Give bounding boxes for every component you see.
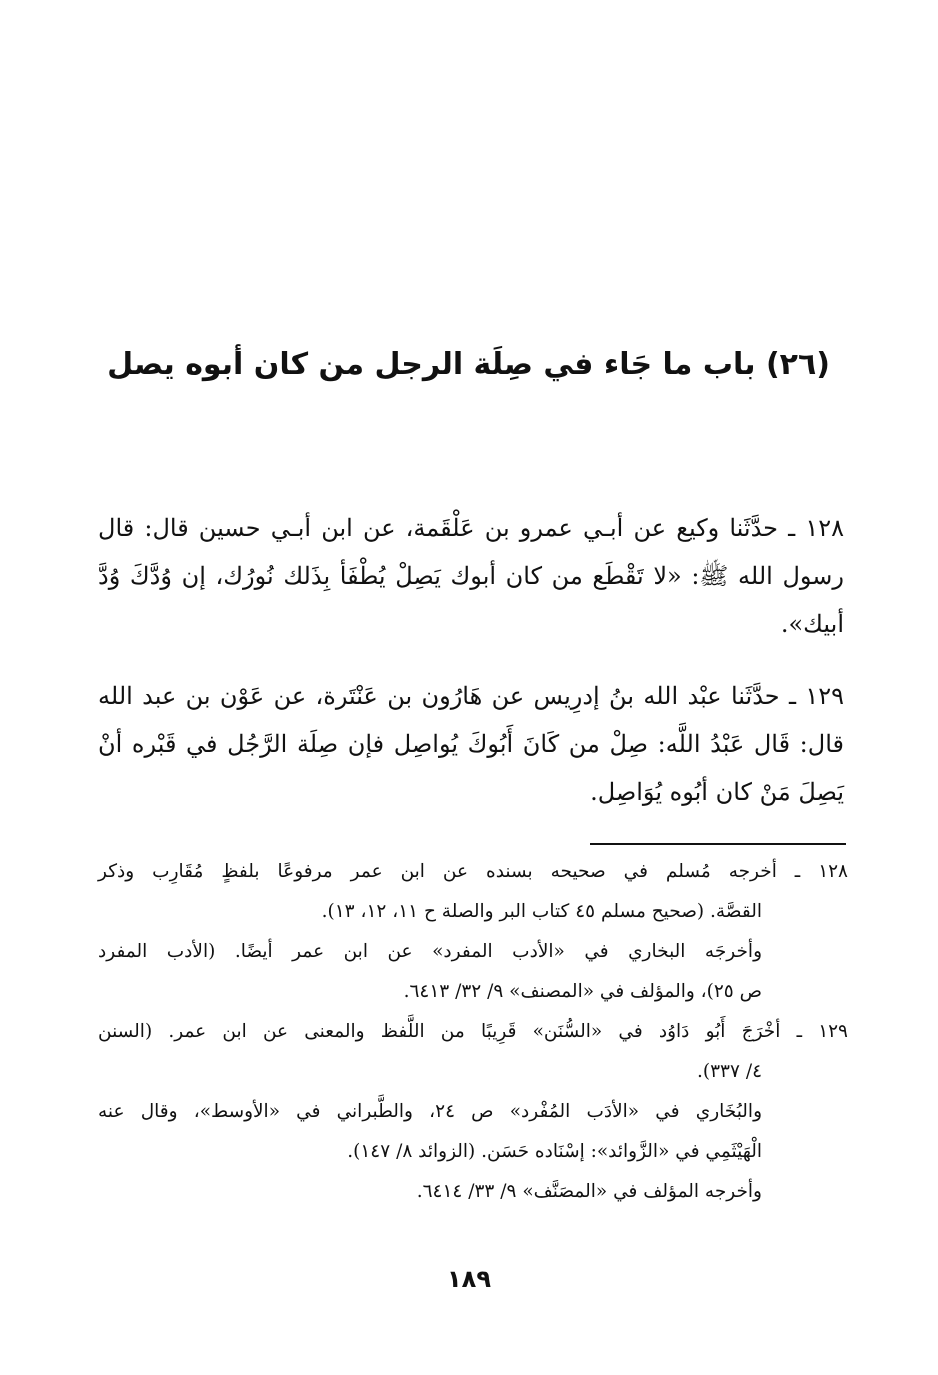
chapter-title: (٢٦) باب ما جَاء في صِلَة الرجل من كان أبوه يصل (107, 347, 830, 382)
footnote-line: ١٢٩ ـ أخْرَجَ أَبُو دَاوُد في «السُّنَن» قَرِيبًا من اللَّفظ والمعنى عن ابن عمر. (السنن (98, 1021, 848, 1042)
footnote-line: ص ٢٥)، والمؤلف في «المصنف» ٩/ ٣٢/ ٦٤١٣. (403, 981, 762, 1002)
footnote-line: ١٢٨ ـ أخرجه مُسلم في صحيحه بسنده عن ابن عمر مرفوعًا بلفظٍ مُقَارِب وذكر (98, 861, 848, 882)
footnote-line: وأخرجَه البخاري في «الأدب المفرد» عن ابن عمر أيضًا. (الأدب المفرد (98, 941, 762, 962)
footnote-line: الْهَيْثَمِي في «الزَّوائد»: إسْنَاده حَسَن. (الزوائد ٨/ ١٤٧). (347, 1141, 762, 1162)
footnote-line: ٤/ ٣٣٧). (697, 1061, 762, 1082)
footnote-line: وأخرجه المؤلف في «المصَنَّف» ٩/ ٣٣/ ٦٤١٤. (416, 1181, 762, 1202)
page-number: ١٨٩ (447, 1265, 491, 1293)
footnotes (98, 852, 848, 1212)
footnote-line: القصَّة. (صحيح مسلم ٤٥ كتاب البر والصلة ح ١١، ١٢، ١٣). (321, 901, 762, 922)
footnote-line: والبُخَاري في «الأدَب المُفْرد» ص ٢٤، والطَّبراني في «الأوسط»، وقال عنه (98, 1101, 763, 1122)
footnote-divider (590, 843, 846, 845)
footnote-128 (98, 852, 848, 1012)
hadith-128: ١٢٨ ـ حدَّثَنا وكيع عن أبـي عمرو بن عَلْقَمة، عن ابن أبـي حسين قال: قال رسول الله ﷺ: «لا تَقْطَع من كان أبوك يَصِلْ يُطْفَأ بِذَلك نُورُك، إن وُدَّكَ وُدَّ أبيك». (98, 514, 844, 638)
footnote-129 (98, 1012, 848, 1212)
hadith-129: ١٢٩ ـ حدَّثَنا عبْد الله بنُ إدرِيس عن هَارُون بن عَنْتَرة، عن عَوْن بن عبد الله قال: قَال عَبْدُ اللَّه: صِلْ من كَانَ أَبُوكَ يُواصِل فإن صِلَة الرَّجُل في قَبْره أنْ يَصِلَ مَنْ كان أبُوه يُوَاصِل. (98, 682, 844, 806)
